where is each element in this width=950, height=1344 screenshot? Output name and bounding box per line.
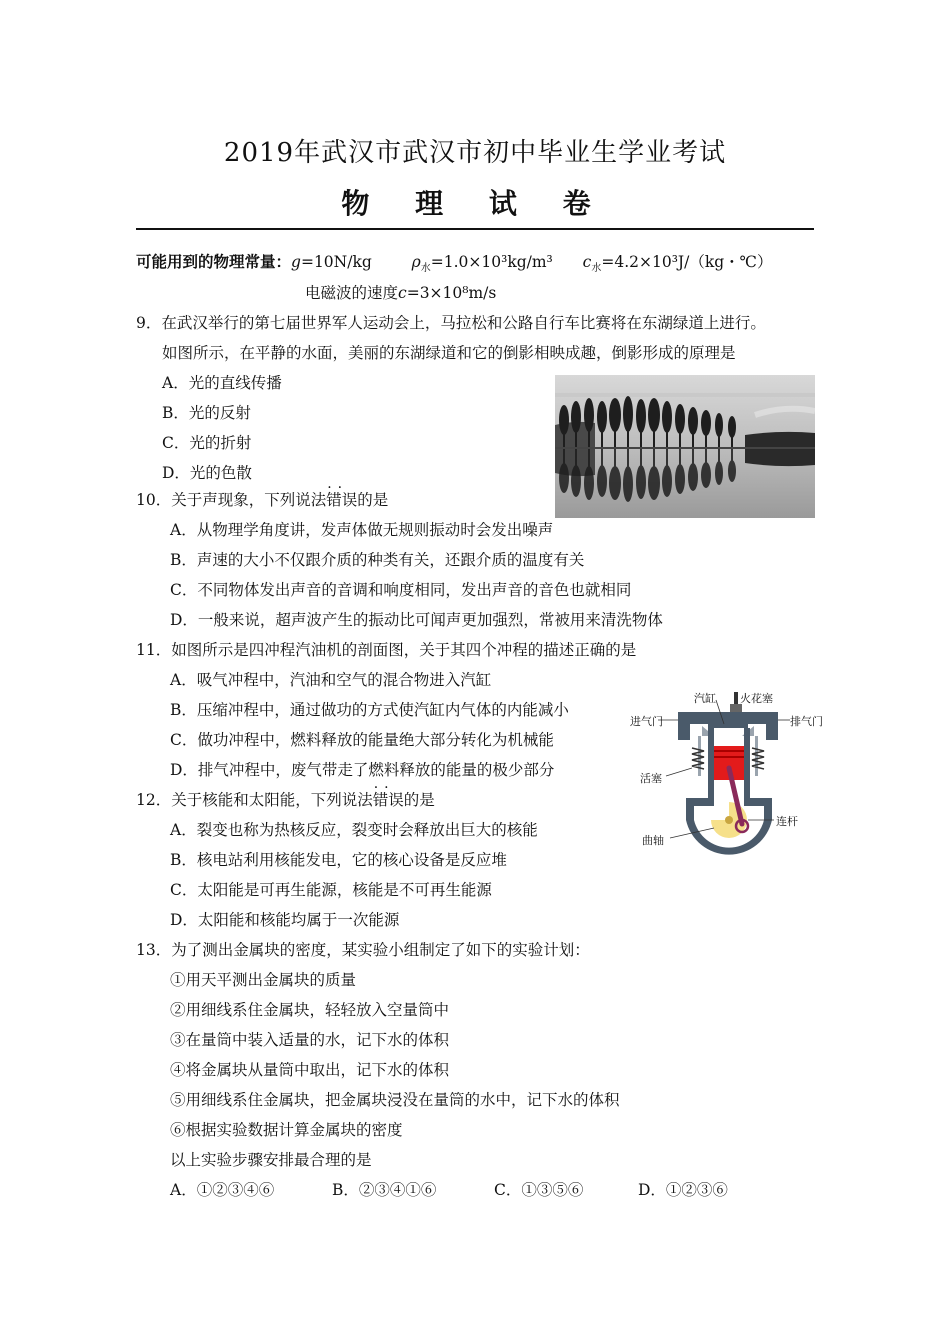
q12-option-c: C．太阳能是可再生能源，核能是不可再生能源: [170, 881, 492, 899]
q11-option-c: C．做功冲程中，燃料释放的能量绝大部分转化为机械能: [170, 731, 554, 749]
q12-option-a: A．裂变也称为热核反应，裂变时会释放出巨大的核能: [170, 821, 538, 839]
rho-subscript: 水: [420, 263, 431, 275]
q10-option-c: C．不同物体发出声音的音调和响度相同，发出声音的音色也就相同: [170, 581, 632, 599]
q9-option-c: C．光的折射: [162, 434, 252, 452]
q13-ask: 以上实验步骤安排最合理的是: [170, 1151, 372, 1169]
q13-option-a: A．①②③④⑥: [170, 1181, 275, 1199]
rho-value: =1.0×10³kg/m³: [430, 253, 553, 271]
q10-stem-pre: 10．关于声现象，下列说法: [136, 491, 327, 509]
q12-stem: [136, 790, 435, 810]
em-symbol: c: [398, 284, 407, 302]
q9-option-d: D．光的色散: [162, 464, 252, 482]
constants-line-2: [305, 283, 496, 303]
exam-subtitle: 物 理 试 卷: [341, 187, 609, 220]
q11-option-a: A．吸气冲程中，汽油和空气的混合物进入汽缸: [170, 671, 492, 689]
q13-step-5: ⑤用细线系住金属块，把金属块浸没在量筒的水中，记下水的体积: [170, 1091, 620, 1109]
em-value: =3×10⁸m/s: [406, 284, 497, 302]
q12-stem-pre: 12．关于核能和太阳能，下列说法: [136, 791, 373, 809]
c-symbol: c: [582, 253, 592, 271]
c-subscript: 水: [591, 263, 602, 275]
label-exhaust-valve: 排气门: [790, 715, 823, 728]
label-cylinder: 汽缸: [694, 692, 716, 705]
q13-step-1: ①用天平测出金属块的质量: [170, 971, 357, 989]
g-symbol: g: [291, 253, 301, 271]
g-value: =10N/kg: [300, 253, 372, 271]
q12-stem-post: 的是: [403, 791, 435, 809]
q10-option-d: D．一般来说，超声波产生的振动比可闻声更加强烈，常被用来清洗物体: [170, 611, 663, 629]
title-divider: [136, 228, 814, 230]
exam-title: 2019年武汉市武汉市初中毕业生学业考试: [223, 138, 727, 168]
q10-option-b: B．声速的大小不仅跟介质的种类有关，还跟介质的温度有关: [170, 551, 585, 569]
label-spark-plug: 火花塞: [740, 692, 773, 705]
q13-step-3: ③在量筒中装入适量的水，记下水的体积: [170, 1031, 450, 1049]
lake-reflection-photo: [555, 375, 815, 518]
q13-step-4: ④将金属块从量筒中取出，记下水的体积: [170, 1061, 450, 1079]
q9-option-a: A．光的直线传播: [162, 374, 282, 392]
constants-label: 可能用到的物理常量：: [136, 252, 292, 271]
q13-step-2: ②用细线系住金属块，轻轻放入空量筒中: [170, 1001, 450, 1019]
q12-option-b: B．核电站利用核能发电，它的核心设备是反应堆: [170, 851, 507, 869]
q13-stem: 13．为了测出金属块的密度，某实验小组制定了如下的实验计划：: [136, 941, 590, 959]
q13-option-d: D．①②③⑥: [638, 1181, 728, 1199]
q10-option-a: A．从物理学角度讲，发声体做无规则振动时会发出噪声: [170, 521, 554, 539]
q13-option-c: C．①③⑤⑥: [494, 1181, 584, 1199]
label-piston: 活塞: [640, 772, 662, 785]
rho-symbol: ρ: [411, 253, 421, 271]
constants-line-1: [136, 252, 773, 279]
q13-step-6: ⑥根据实验数据计算金属块的密度: [170, 1121, 403, 1139]
label-crankshaft: 曲轴: [642, 834, 664, 847]
c-value: =4.2×10³J/（kg・℃）: [601, 253, 773, 271]
em-prefix: 电磁波的速度: [305, 284, 399, 302]
q12-option-d: D．太阳能和核能均属于一次能源: [170, 911, 400, 929]
label-connecting-rod: 连杆: [776, 815, 798, 828]
q11-option-d: D．排气冲程中，废气带走了燃料释放的能量的极少部分: [170, 761, 555, 779]
label-intake-valve: 进气门: [630, 715, 663, 728]
engine-diagram: [630, 688, 826, 878]
q13-option-b: B．②③④①⑥: [332, 1181, 437, 1199]
q10-stem-emphasis: · · 错误: [326, 491, 357, 509]
q9-stem-1: 9．在武汉举行的第七届世界军人运动会上，马拉松和公路自行车比赛将在东湖绿道上进行。: [136, 314, 766, 332]
q11-stem: 11．如图所示是四冲程汽油机的剖面图，关于其四个冲程的描述正确的是: [136, 641, 637, 659]
q12-stem-emphasis: · · 错误: [373, 791, 404, 809]
q10-stem-post: 的是: [357, 491, 389, 509]
q11-option-b: B．压缩冲程中，通过做功的方式使汽缸内气体的内能减小: [170, 701, 569, 719]
q9-option-b: B．光的反射: [162, 404, 251, 422]
q10-stem: [136, 490, 388, 510]
q9-stem-2: 如图所示，在平静的水面，美丽的东湖绿道和它的倒影相映成趣，倒影形成的原理是: [162, 344, 736, 362]
